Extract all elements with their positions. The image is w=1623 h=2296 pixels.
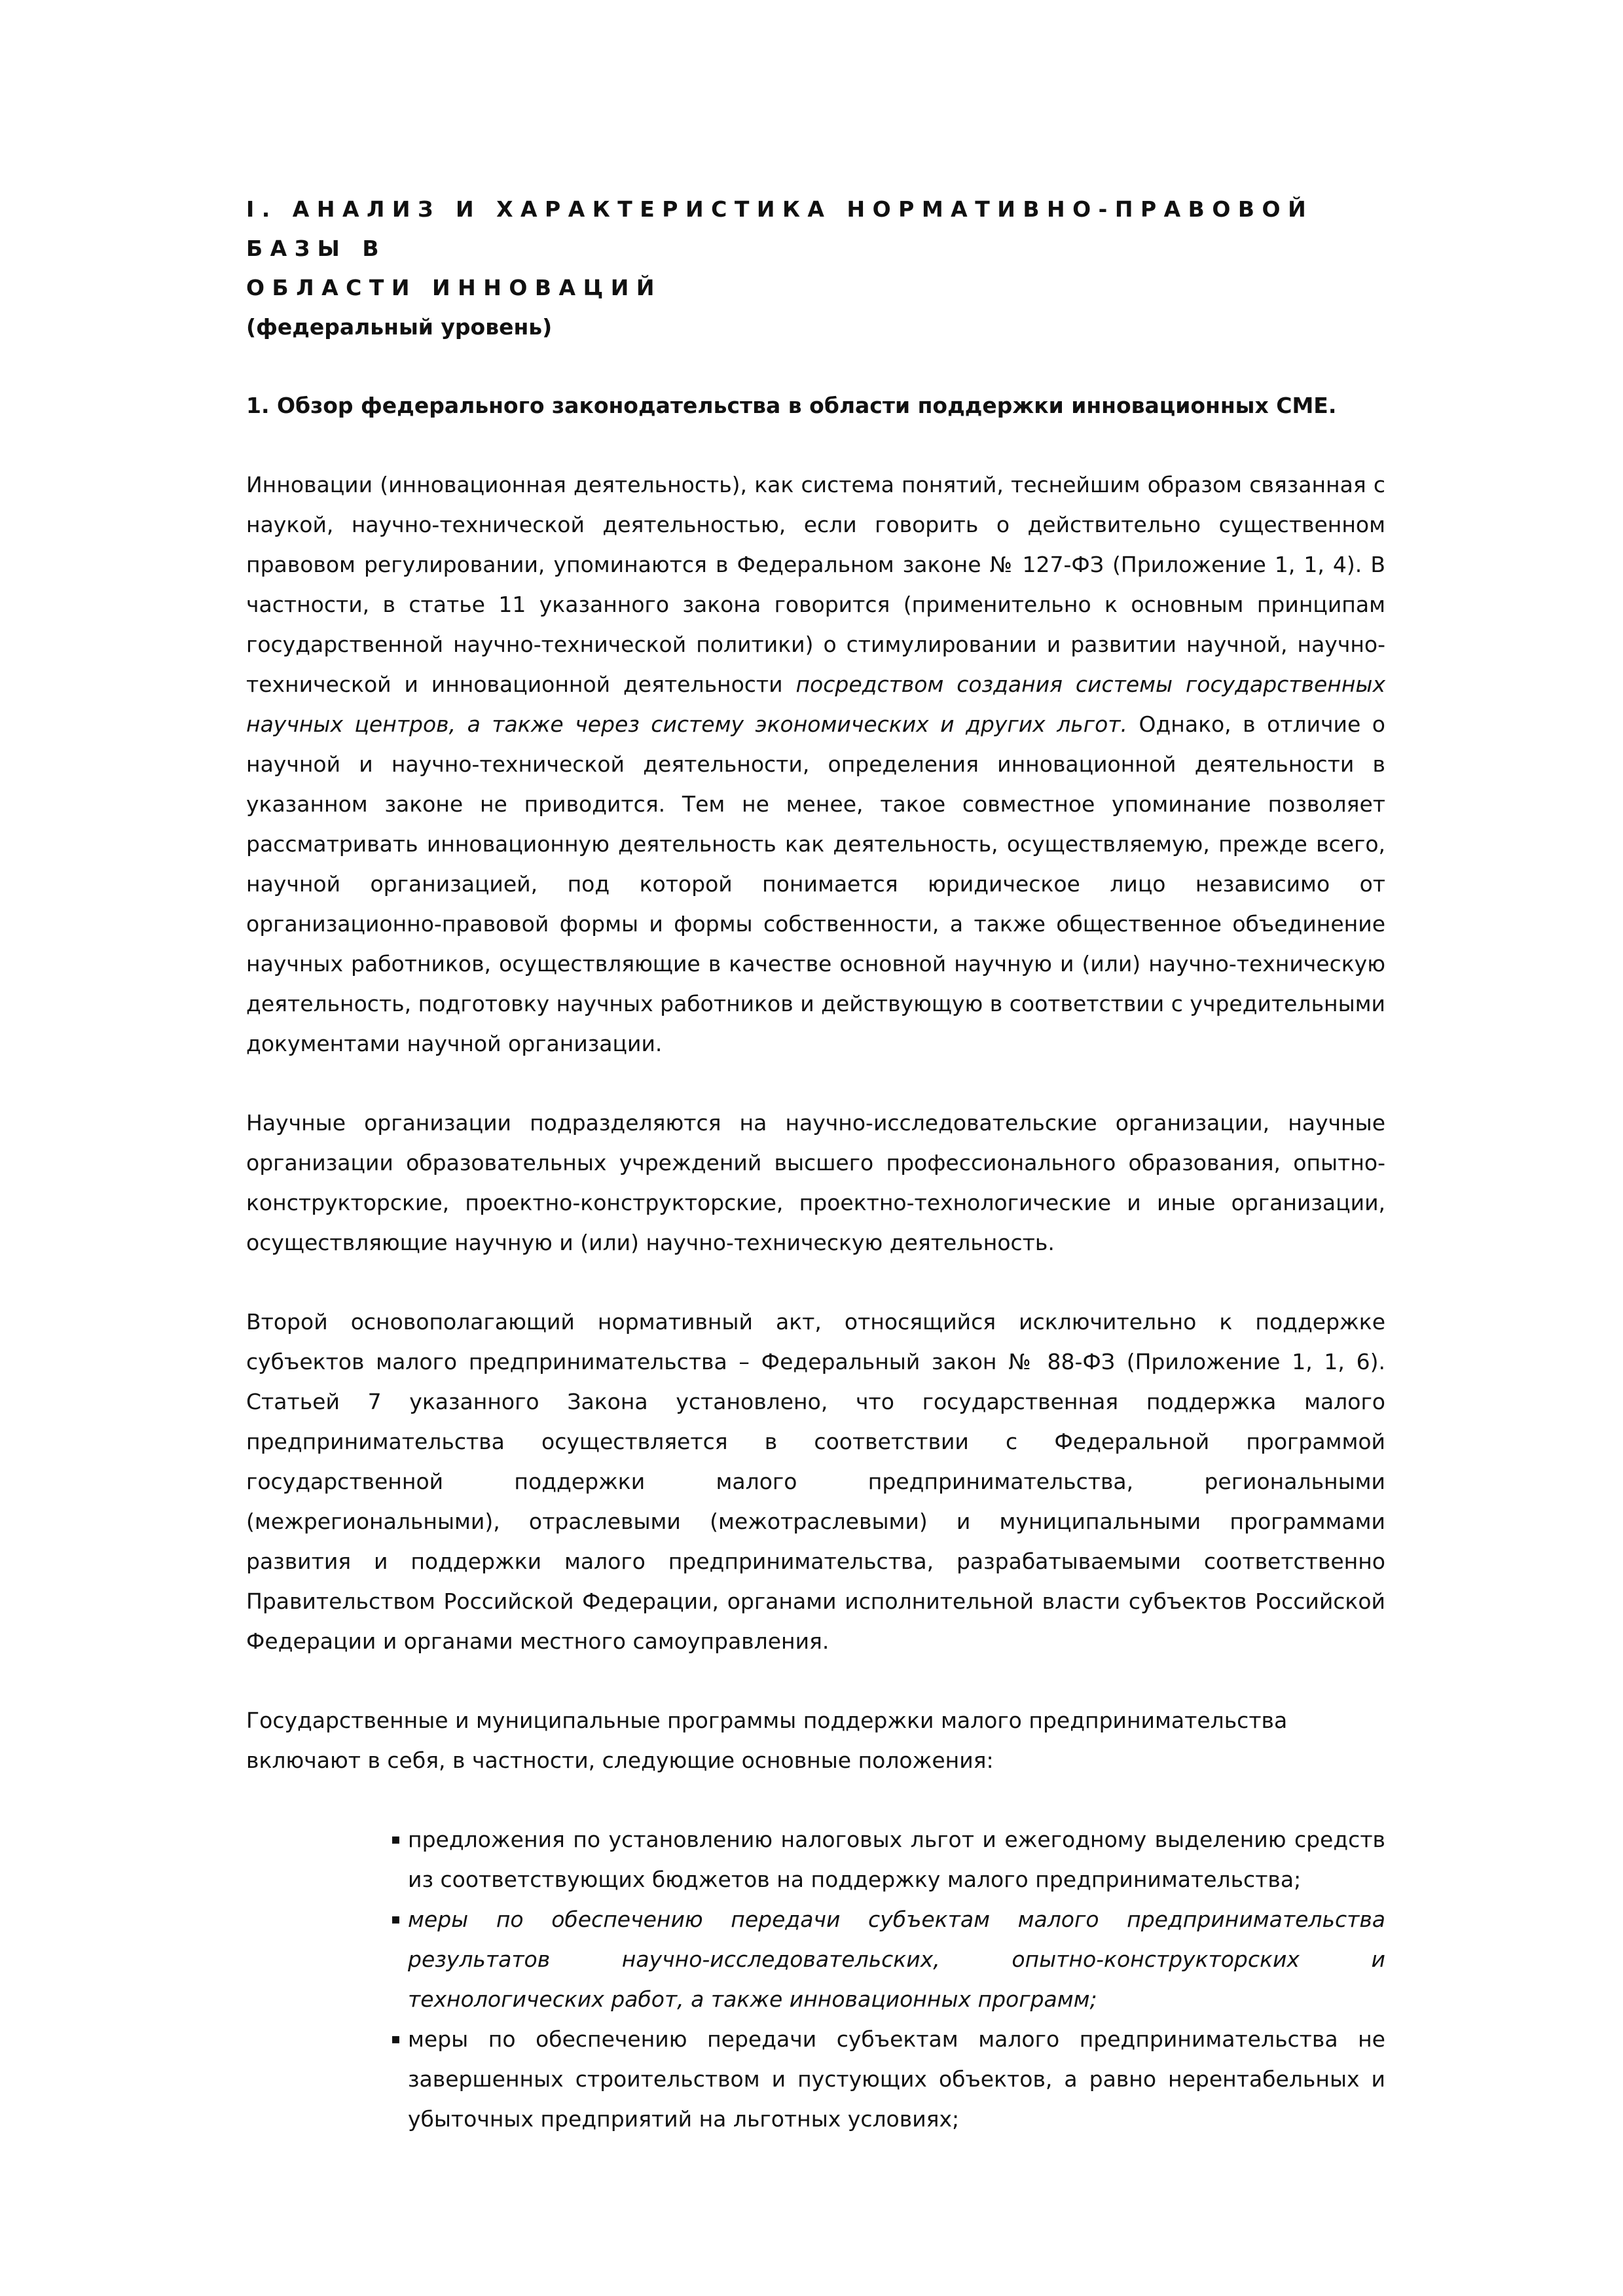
bullet-square-icon: ▪ [391,1831,401,1848]
paragraph-programs-intro-line-2: включают в себя, в частности, следующие основные положения: [246,1748,994,1773]
paragraph-programs-intro [246,1700,1385,1780]
document-title-line-1: I. АНАЛИЗ И ХАРАКТЕРИСТИКА НОРМАТИВНО-ПРАВОВОЙ БАЗЫ В [246,196,1314,261]
document-page [246,190,1385,2139]
paragraph-federal-law-88: Второй основополагающий нормативный акт, относящийся исключительно к поддержке субъектов малого предпринимательства – Федеральный закон № 88-ФЗ (Приложение 1, 1, 6). Статьей 7 указанного Закона установлено, что государственная поддержка малого предпринимательства осуществляется в соответствии с Федеральной программой государственной поддержки малого предпринимательства, региональными (межрегиональными), отраслевыми (межотраслевыми) и муниципальными программами развития и поддержки малого предпринимательства, разрабатываемыми соответственно Правительством Российской Федерации, органами исполнительной власти субъектов Российской Федерации и органами местного самоуправления. [246,1309,1385,1654]
provisions-list [246,1820,1385,2139]
paragraph-scientific-organizations: Научные организации подразделяются на научно-исследовательские организации, научные организации образовательных учреждений высшего профессионального образования, опытно-конструкторские, проектно-конструкторские, проектно-технологические и иные организации, осуществляющие научную и (или) научно-техническую деятельность. [246,1110,1385,1255]
bullet-square-icon: ▪ [391,1911,401,1928]
paragraph-innovations-italic: посредством создания системы государственных научных центров, а также через систему экономических и других льгот. [246,672,1385,737]
document-subtitle: (федеральный уровень) [246,314,553,340]
paragraph-innovations [246,465,1385,1064]
paragraph-programs-intro-line-1: Государственные и муниципальные программы поддержки малого предпринимательства [246,1708,1288,1733]
bullet-square-icon: ▪ [391,2031,401,2047]
document-title-line-2: ОБЛАСТИ ИННОВАЦИЙ [246,275,662,300]
list-item: ▪ меры по обеспечению передачи субъектам малого предпринимательства не завершенных строительством и пустующих объектов, а равно нерентабельных и убыточных предприятий на льготных условиях; [392,2019,1385,2139]
list-item: ▪ предложения по установлению налоговых льгот и ежегодному выделению средств из соответствующих бюджетов на поддержку малого предпринимательства; [392,1820,1385,1899]
paragraph-innovations-part-1: Инновации (инновационная деятельность), как система понятий, теснейшим образом связанная с наукой, научно-технической деятельностью, если говорить о действительно существенном правовом регулировании, упоминаются в Федеральном законе № 127-ФЗ (Приложение 1, 1, 4). В частности, в статье 11 указанного закона говорится (применительно к основным принципам государственной научно-технической политики) о стимулировании и развитии научной, научно-технической и инновационной деятельности [246,472,1385,697]
paragraph-innovations-part-2: Однако, в отличие о научной и научно-технической деятельности, определения инновационной деятельности в указанном законе не приводится. Тем не менее, такое совместное упоминание позволяет рассматривать инновационную деятельность как деятельность, осуществляемую, прежде всего, научной организацией, под которой понимается юридическое лицо независимо от организационно-правовой формы и формы собственности, а также общественное объединение научных работников, осуществляющие в качестве основной научную и (или) научно-техническую деятельность, подготовку научных работников и действующую в соответствии с учредительными документами научной организации. [246,711,1385,1056]
list-item: ▪ меры по обеспечению передачи субъектам малого предпринимательства результатов научно-исследовательских, опытно-конструкторских и технологических работ, а также инновационных программ; [392,1899,1385,2019]
section-heading: 1. Обзор федерального законодательства в области поддержки инновационных СМЕ. [246,393,1337,418]
